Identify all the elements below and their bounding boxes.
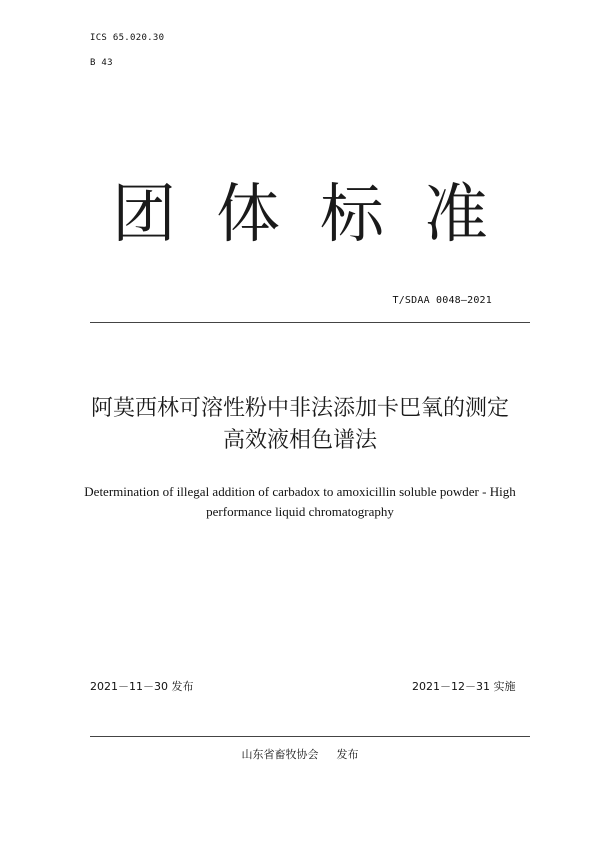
bottom-divider bbox=[90, 736, 530, 737]
chinese-title-line-2: 高效液相色谱法 bbox=[222, 428, 377, 453]
ics-code: ICS 65.020.30 bbox=[90, 33, 165, 43]
title-char-1: 团 bbox=[112, 178, 176, 252]
top-divider bbox=[90, 322, 530, 323]
title-char-4: 准 bbox=[424, 178, 488, 252]
english-title-line-1: Determination of illegal addition of carbadox to amoxicillin soluble powder - High bbox=[84, 484, 516, 499]
title-char-3: 标 bbox=[320, 178, 384, 252]
issuer-line bbox=[0, 746, 600, 762]
chinese-title-line-1: 阿莫西林可溶性粉中非法添加卡巴氧的测定 bbox=[90, 396, 509, 421]
english-title bbox=[60, 482, 540, 522]
english-title-line-2: performance liquid chromatography bbox=[206, 504, 394, 519]
standard-number: T/SDAA 0048—2021 bbox=[392, 295, 492, 306]
implement-date: 2021－12－31 实施 bbox=[412, 680, 516, 693]
chinese-title bbox=[0, 393, 600, 457]
issuer-name: 山东省畜牧协会 bbox=[241, 748, 319, 761]
title-char-2: 体 bbox=[216, 178, 280, 252]
publish-date: 2021－11－30 发布 bbox=[90, 680, 194, 693]
issuer-action: 发布 bbox=[336, 748, 359, 761]
document-type-title bbox=[0, 175, 600, 255]
ccs-code: B 43 bbox=[90, 58, 113, 68]
